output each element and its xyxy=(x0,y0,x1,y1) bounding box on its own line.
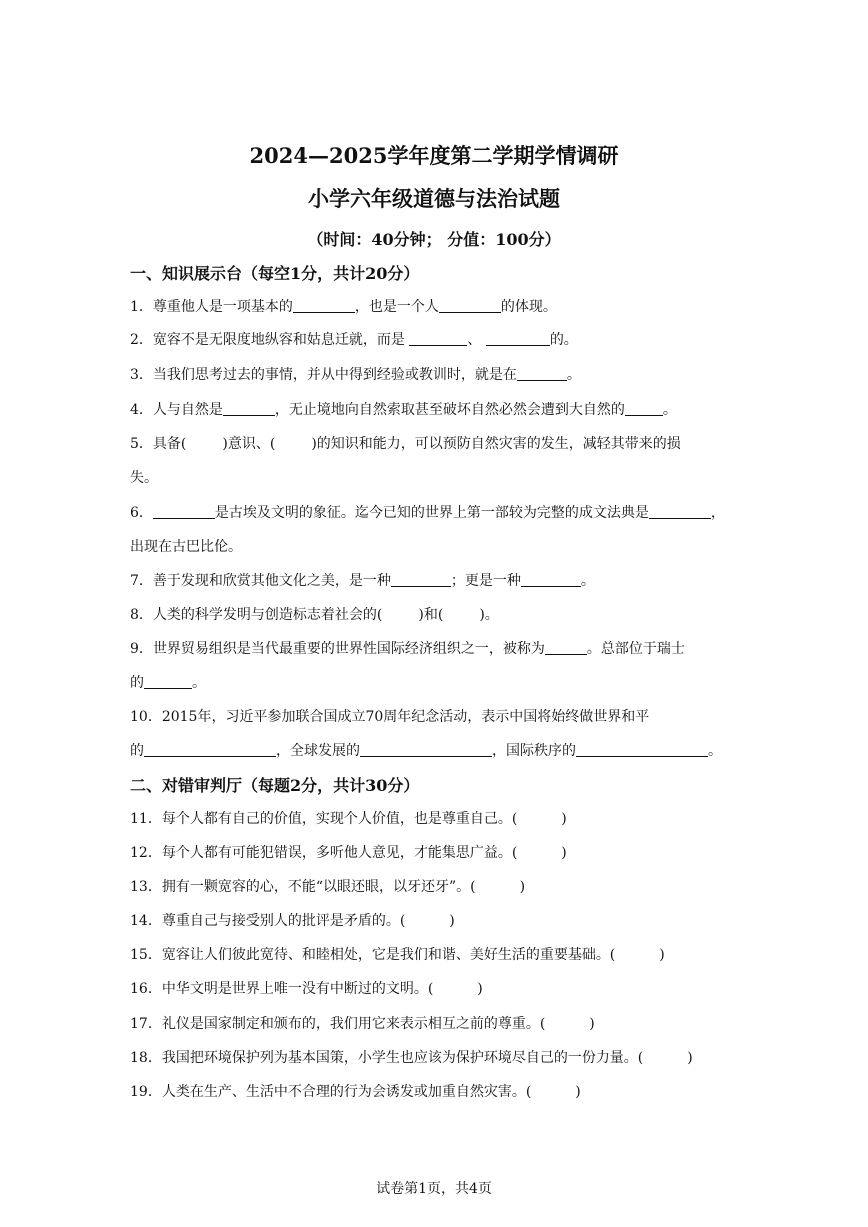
answer-blank[interactable] xyxy=(409,331,467,346)
section-2-heading: 二、对错审判厅（每题2分，共计30分） xyxy=(130,776,420,795)
question-8: 8．人类的科学发明与创造标志着社会的( )和( )。 xyxy=(130,607,499,623)
answer-blank[interactable] xyxy=(486,331,550,346)
section-1-heading: 一、知识展示台（每空1分，共计20分） xyxy=(130,264,420,283)
question-5-cont: 失。 xyxy=(130,470,158,486)
answer-blank[interactable] xyxy=(521,572,581,587)
question-6-cont: 出现在古巴比伦。 xyxy=(130,539,242,555)
judge-item: 13．拥有一颗宽容的心，不能“以眼还眼，以牙还牙”。( ) xyxy=(130,879,526,895)
exam-title: 2024—2025学年度第二学期学情调研 xyxy=(249,143,619,168)
question-5: 5．具备( )意识、( )的知识和能力，可以预防自然灾害的发生，减轻其带来的损 xyxy=(130,436,681,452)
judge-item: 12．每个人都有可能犯错误，多听他人意见，才能集思广益。( ) xyxy=(130,845,567,861)
judge-item: 16．中华文明是世界上唯一没有中断过的文明。( ) xyxy=(130,981,483,997)
judge-item: 17．礼仪是国家制定和颁布的，我们用它来表示相互之前的尊重。( ) xyxy=(130,1016,595,1032)
exam-subtitle: 小学六年级道德与法治试题 xyxy=(308,186,560,211)
question-2: 2．宽容不是无限度地纵容和姑息迁就，而是 、 的。 xyxy=(130,332,578,348)
question-7: 7．善于发现和欣赏其他文化之美，是一种 ；更是一种 。 xyxy=(130,573,595,589)
page-footer: 试卷第1页，共4页 xyxy=(376,1181,492,1197)
answer-blank[interactable] xyxy=(517,366,567,381)
exam-meta: （时间：40分钟； 分值：100分） xyxy=(307,230,561,249)
answer-blank[interactable] xyxy=(545,640,587,655)
judge-item: 15．宽容让人们彼此宽待、和睦相处，它是我们和谐、美好生活的重要基础。( ) xyxy=(130,947,665,963)
answer-blank[interactable] xyxy=(391,572,451,587)
answer-blank[interactable] xyxy=(649,504,711,519)
question-9: 9．世界贸易组织是当代最重要的世界性国际经济组织之一，被称为 。总部位于瑞士 xyxy=(130,641,685,657)
judge-item: 18．我国把环境保护列为基本国策，小学生也应该为保护环境尽自己的一份力量。( ) xyxy=(130,1050,693,1066)
answer-blank[interactable] xyxy=(144,742,276,757)
answer-blank[interactable] xyxy=(144,674,192,689)
question-1: 1．尊重他人是一项基本的 ，也是一个人 的体现。 xyxy=(130,299,557,315)
answer-blank[interactable] xyxy=(625,401,663,416)
question-9-cont: 的 。 xyxy=(130,675,206,691)
answer-blank[interactable] xyxy=(293,298,355,313)
question-10: 10．2015年，习近平参加联合国成立70周年纪念活动，表示中国将始终做世界和平 xyxy=(130,709,650,725)
answer-blank[interactable] xyxy=(223,401,275,416)
question-10-cont: 的 ，全球发展的 ，国际秩序的 。 xyxy=(130,743,722,759)
question-3: 3．当我们思考过去的事情，并从中得到经验或教训时，就是在 。 xyxy=(130,367,581,383)
judge-item: 19．人类在生产、生活中不合理的行为会诱发或加重自然灾害。( ) xyxy=(130,1084,581,1100)
judge-item: 14．尊重自己与接受别人的批评是矛盾的。( ) xyxy=(130,913,455,929)
answer-blank[interactable] xyxy=(576,742,708,757)
answer-blank[interactable] xyxy=(360,742,492,757)
question-6: 6． 是古埃及文明的象征。迄今已知的世界上第一部较为完整的成文法典是 ， xyxy=(130,505,725,521)
answer-blank[interactable] xyxy=(439,298,501,313)
answer-blank[interactable] xyxy=(153,504,215,519)
question-4: 4．人与自然是 ，无止境地向自然索取甚至破坏自然必然会遭到大自然的 。 xyxy=(130,402,677,418)
judge-item: 11．每个人都有自己的价值，实现个人价值，也是尊重自己。( ) xyxy=(130,811,567,827)
